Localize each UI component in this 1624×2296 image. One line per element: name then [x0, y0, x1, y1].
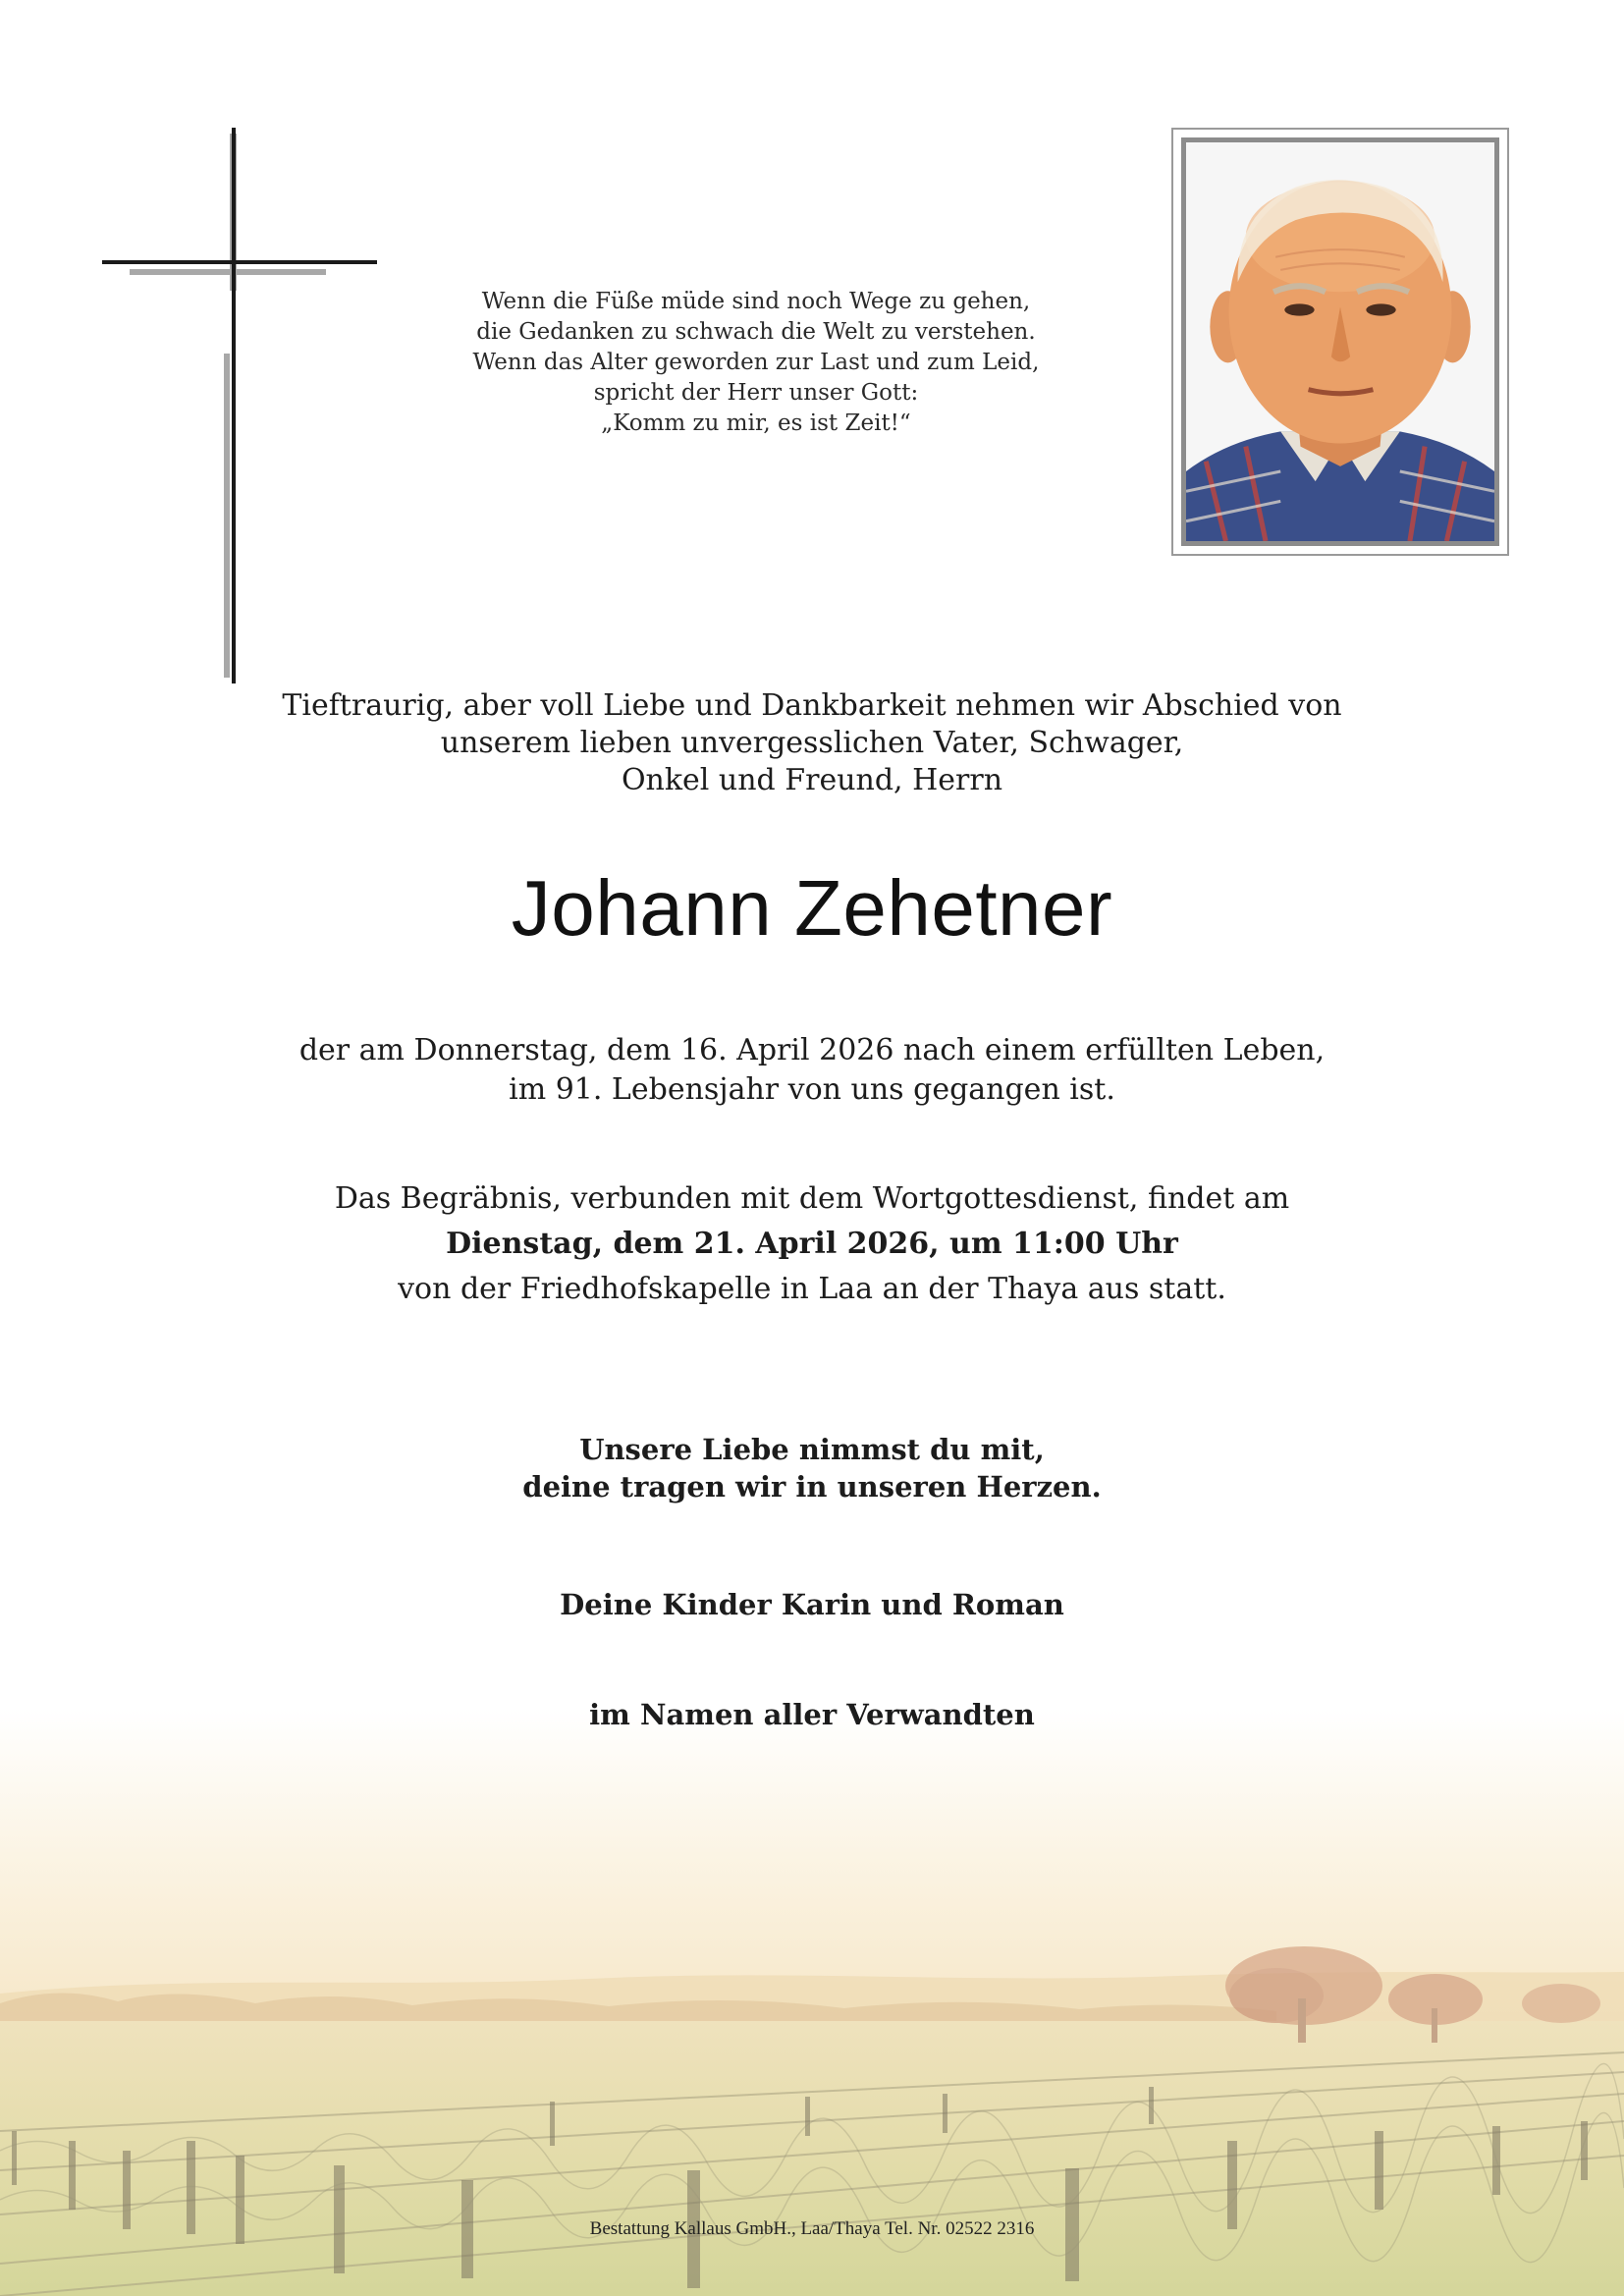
verse-line: Wenn das Alter geworden zur Last und zum Leid,: [472, 350, 1040, 375]
intro-line: Onkel und Freund, Herrn: [621, 763, 1003, 797]
motto-line: Unsere Liebe nimmst du mit,: [579, 1433, 1045, 1466]
deceased-name: Johann Zehetner: [511, 864, 1113, 952]
death-line: im 91. Lebensjahr von uns gegangen ist.: [509, 1072, 1115, 1107]
latin-cross-icon: [98, 128, 383, 687]
mourners-relatives: im Namen aller Verwandten: [589, 1698, 1035, 1731]
verse-line: spricht der Herr unser Gott:: [593, 380, 919, 406]
verse-line: Wenn die Füße müde sind noch Wege zu gehen,: [481, 289, 1031, 314]
motto-line: deine tragen wir in unseren Herzen.: [522, 1470, 1102, 1503]
death-info: [223, 1031, 1401, 1110]
portrait-photo: [1181, 137, 1499, 546]
verse-line: die Gedanken zu schwach die Welt zu verstehen.: [476, 319, 1036, 345]
memorial-verse: [393, 287, 1119, 439]
funeral-info: [223, 1176, 1401, 1312]
funeral-location: von der Friedhofskapelle in Laa an der Thaya aus statt.: [398, 1272, 1226, 1306]
mourners-family: Deine Kinder Karin und Roman: [560, 1588, 1064, 1621]
verse-line: „Komm zu mir, es ist Zeit!“: [601, 410, 911, 436]
portrait-frame: [1171, 128, 1509, 556]
vineyard-landscape-background: [0, 1709, 1624, 2296]
death-line: der am Donnerstag, dem 16. April 2026 nach einem erfüllten Leben,: [298, 1033, 1326, 1067]
funeral-line: Das Begräbnis, verbunden mit dem Wortgottesdienst, findet am: [334, 1181, 1290, 1216]
funeral-datetime: Dienstag, dem 21. April 2026, um 11:00 Uhr: [446, 1227, 1178, 1261]
memorial-motto: [223, 1431, 1401, 1505]
farewell-intro: [223, 687, 1401, 799]
intro-line: Tieftraurig, aber voll Liebe und Dankbarkeit nehmen wir Abschied von: [282, 688, 1342, 723]
funeral-home-footer: Bestattung Kallaus GmbH., Laa/Thaya Tel. Nr. 02522 2316: [589, 2218, 1035, 2239]
intro-line: unserem lieben unvergesslichen Vater, Schwager,: [440, 726, 1184, 760]
